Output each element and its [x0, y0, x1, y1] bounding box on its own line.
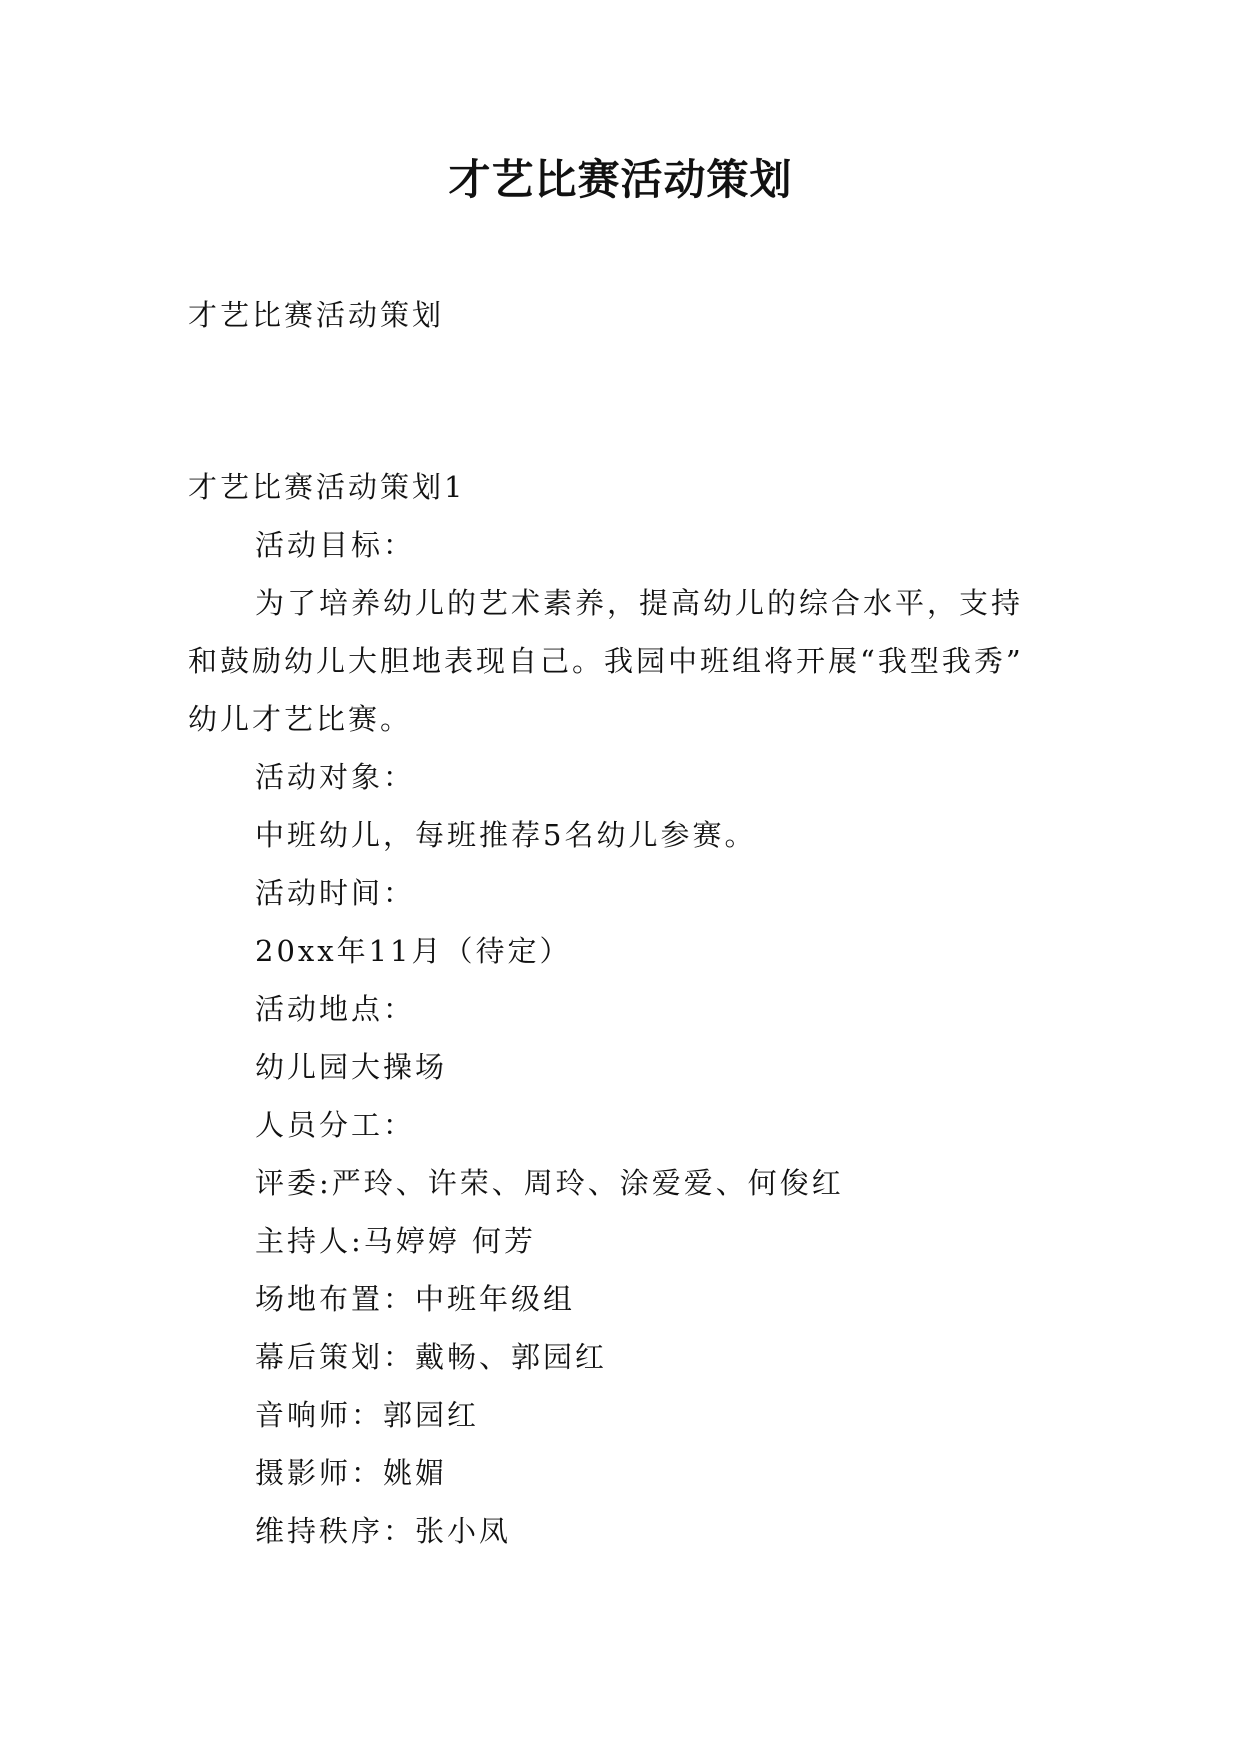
hosts-line: 主持人:马婷婷 何芳: [255, 1224, 536, 1258]
goal-text-line1: 为了培养幼儿的艺术素养，提高幼儿的综合水平，支持: [255, 586, 1024, 620]
section-heading: 才艺比赛活动策划1: [188, 470, 466, 504]
goal-label: 活动目标：: [255, 528, 416, 562]
venue-setup-line: 场地布置：中班年级组: [255, 1282, 576, 1316]
time-label: 活动时间：: [255, 876, 416, 910]
backstage-line: 幕后策划：戴畅、郭园红: [255, 1340, 608, 1374]
target-label: 活动对象：: [255, 760, 416, 794]
sound-line: 音响师：郭园红: [255, 1398, 480, 1432]
goal-text-line3: 幼儿才艺比赛。: [188, 702, 413, 736]
order-line: 维持秩序：张小凤: [255, 1514, 512, 1548]
goal-text-line2: 和鼓励幼儿大胆地表现自己。我园中班组将开展“我型我秀”: [188, 644, 1024, 678]
time-text: 20xx年11月（待定）: [255, 934, 572, 968]
document-title: 才艺比赛活动策划: [448, 155, 793, 204]
place-label: 活动地点：: [255, 992, 416, 1026]
staff-label: 人员分工：: [255, 1108, 416, 1142]
place-text: 幼儿园大操场: [255, 1050, 448, 1084]
photographer-line: 摄影师：姚媚: [255, 1456, 448, 1490]
target-text: 中班幼儿，每班推荐5名幼儿参赛。: [255, 818, 757, 852]
document-subtitle: 才艺比赛活动策划: [188, 298, 445, 332]
judges-line: 评委:严玲、许荣、周玲、涂爱爱、何俊红: [255, 1166, 844, 1200]
